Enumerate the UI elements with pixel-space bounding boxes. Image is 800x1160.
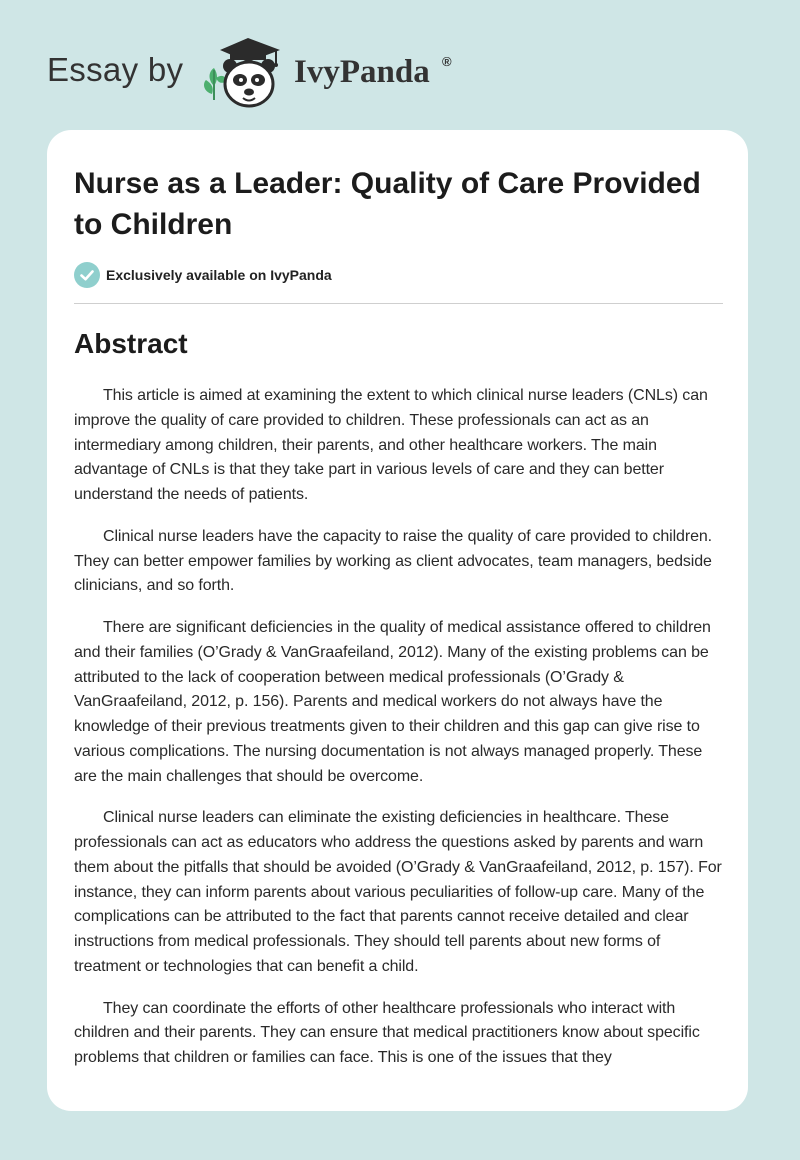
exclusive-badge [74, 262, 332, 288]
divider [74, 303, 723, 304]
paragraph: There are significant deficiencies in the quality of medical assistance offered to children and their families (O’Grady & VanGraafeiland, 2012). Many of the existing problems can be attributed to the lack of cooperation between medical professionals (O’Grady & VanGraafeiland, 2012, p. 156). Parents and medical workers do not always have the knowledge of their previous treatments given to their children and this gap can give rise to various complications. The nursing documentation is not always managed properly. These are the main challenges that should be overcome. [74, 619, 711, 785]
essay-card [47, 130, 748, 1111]
site-header [0, 0, 800, 130]
paragraph: They can coordinate the efforts of other healthcare professionals who interact with children and their parents. They can ensure that medical practitioners know about specific problems that children or families can face. This is one of the issues that they [74, 999, 700, 1066]
leaf-icon [204, 68, 226, 100]
paragraph: Clinical nurse leaders can eliminate the existing deficiencies in healthcare. These professionals can act as educators who address the questions asked by parents and warn them about the pitfalls that should be avoided (O’Grady & VanGraafeiland, 2012, p. 157). For instance, they can inform parents about various peculiarities of follow-up care. Many of the complications can be attributed to the fact that parents cannot receive detailed and clear instructions from medical professionals. They should tell parents about new forms of treatment or technologies that can benefit a child. [74, 809, 722, 975]
check-circle-icon [74, 262, 100, 288]
registered-mark: ® [442, 54, 452, 69]
brand-name: IvyPanda [294, 54, 430, 90]
badge-label: Exclusively available on IvyPanda [106, 267, 332, 283]
panda-logo-icon[interactable] [200, 30, 292, 110]
paragraph: Clinical nurse leaders have the capacity to raise the quality of care provided to children. They can better empower families by working as client advocates, team managers, bedside clinicians, and so forth. [74, 527, 713, 595]
brand-prefix: Essay by [47, 51, 184, 88]
paragraph: This article is aimed at examining the extent to which clinical nurse leaders (CNLs) can improve the quality of care provided to children. These professionals can act as an intermediary among children, their parents, and other healthcare workers. The main advantage of CNLs is that they take part in various levels of care and they can better understand the needs of patients. [74, 387, 708, 503]
page-title: Nurse as a Leader: Quality of Care Provided to Children [74, 167, 701, 241]
essay-body [74, 384, 724, 1088]
section-heading-abstract: Abstract [74, 328, 188, 359]
